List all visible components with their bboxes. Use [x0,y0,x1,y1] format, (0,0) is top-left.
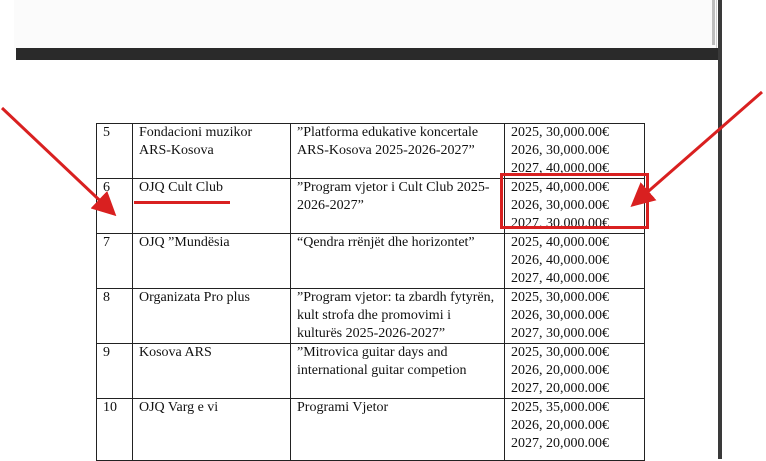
program-title: “Qendra rrënjët dhe horizontet” [291,234,505,289]
funding-amounts: 2025, 40,000.00€ 2026, 30,000.00€ 2027, 30,000.00€ [505,179,645,234]
organization-name: Kosova ARS [133,344,291,399]
organization-name: Organizata Pro plus [133,289,291,344]
organization-name: OJQ Cult Club [133,179,291,234]
funding-amounts: 2025, 30,000.00€ 2026, 30,000.00€ 2027, 30,000.00€ [505,289,645,344]
program-title: Programi Vjetor [291,399,505,461]
left-arrow-icon [2,108,112,212]
funding-amounts: 2025, 35,000.00€ 2026, 20,000.00€ 2027, 20,000.00€ [505,399,645,461]
program-title: ”Mitrovica guitar days and international guitar competion [291,344,505,399]
row-number: 8 [97,289,133,344]
row-number: 5 [97,124,133,179]
organization-name: OJQ ”Mundësia [133,234,291,289]
row-number: 6 [97,179,133,234]
program-title: ”Program vjetor: ta zbardh fytyrën, kult strofa dhe promovimi i kulturës 2025-2026-2027” [291,289,505,344]
funding-amounts: 2025, 40,000.00€ 2026, 40,000.00€ 2027, 40,000.00€ [505,234,645,289]
organization-name: OJQ Varg e vi [133,399,291,461]
row-number: 9 [97,344,133,399]
funding-amounts: 2025, 30,000.00€ 2026, 20,000.00€ 2027, 20,000.00€ [505,344,645,399]
program-title: ”Program vjetor i Cult Club 2025- 2026-2027” [291,179,505,234]
program-title: ”Platforma edukative koncertale ARS-Kosova 2025-2026-2027” [291,124,505,179]
organization-name: Fondacioni muzikor ARS-Kosova [133,124,291,179]
row-number: 7 [97,234,133,289]
right-arrow-icon [635,92,762,203]
row-number: 10 [97,399,133,461]
funding-amounts: 2025, 30,000.00€ 2026, 30,000.00€ 2027, 40,000.00€ [505,124,645,179]
